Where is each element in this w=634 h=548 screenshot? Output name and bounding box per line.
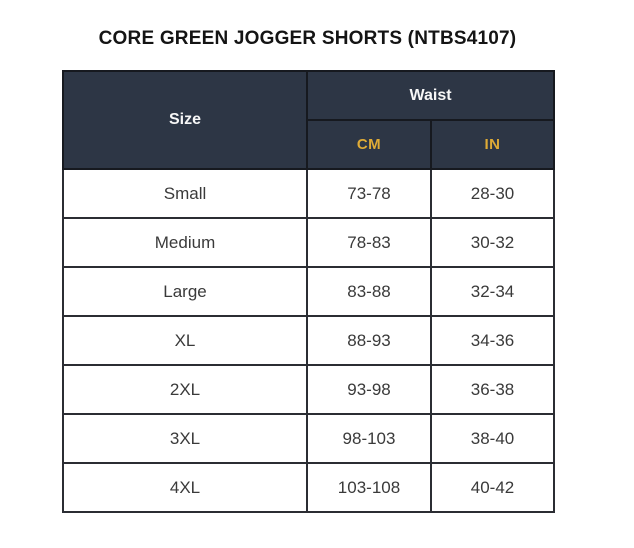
size-chart-content — [62, 0, 553, 513]
cm-cell: 103-108 — [307, 463, 431, 512]
table-row — [63, 267, 554, 316]
in-unit-header: IN — [431, 120, 554, 169]
table-header — [63, 71, 554, 169]
size-chart-table — [62, 70, 555, 513]
table-row — [63, 365, 554, 414]
size-cell: XL — [63, 316, 307, 365]
size-cell: Medium — [63, 218, 307, 267]
waist-column-header: Waist — [307, 71, 554, 120]
cm-cell: 98-103 — [307, 414, 431, 463]
size-cell: Large — [63, 267, 307, 316]
table-row — [63, 218, 554, 267]
size-cell: 3XL — [63, 414, 307, 463]
table-row — [63, 316, 554, 365]
size-column-header: Size — [63, 71, 307, 169]
in-cell: 32-34 — [431, 267, 554, 316]
in-cell: 30-32 — [431, 218, 554, 267]
page-title: CORE GREEN JOGGER SHORTS (NTBS4107) — [98, 28, 517, 49]
cm-cell: 78-83 — [307, 218, 431, 267]
cm-cell: 73-78 — [307, 169, 431, 218]
cm-unit-header: CM — [307, 120, 431, 169]
cm-cell: 88-93 — [307, 316, 431, 365]
in-cell: 34-36 — [431, 316, 554, 365]
in-cell: 28-30 — [431, 169, 554, 218]
table-row — [63, 414, 554, 463]
table-body — [63, 169, 554, 512]
table-row — [63, 169, 554, 218]
in-cell: 36-38 — [431, 365, 554, 414]
size-cell: 2XL — [63, 365, 307, 414]
table-row — [63, 463, 554, 512]
in-cell: 38-40 — [431, 414, 554, 463]
cm-cell: 93-98 — [307, 365, 431, 414]
cm-cell: 83-88 — [307, 267, 431, 316]
header-row-top — [63, 71, 554, 120]
size-cell: Small — [63, 169, 307, 218]
in-cell: 40-42 — [431, 463, 554, 512]
size-cell: 4XL — [63, 463, 307, 512]
